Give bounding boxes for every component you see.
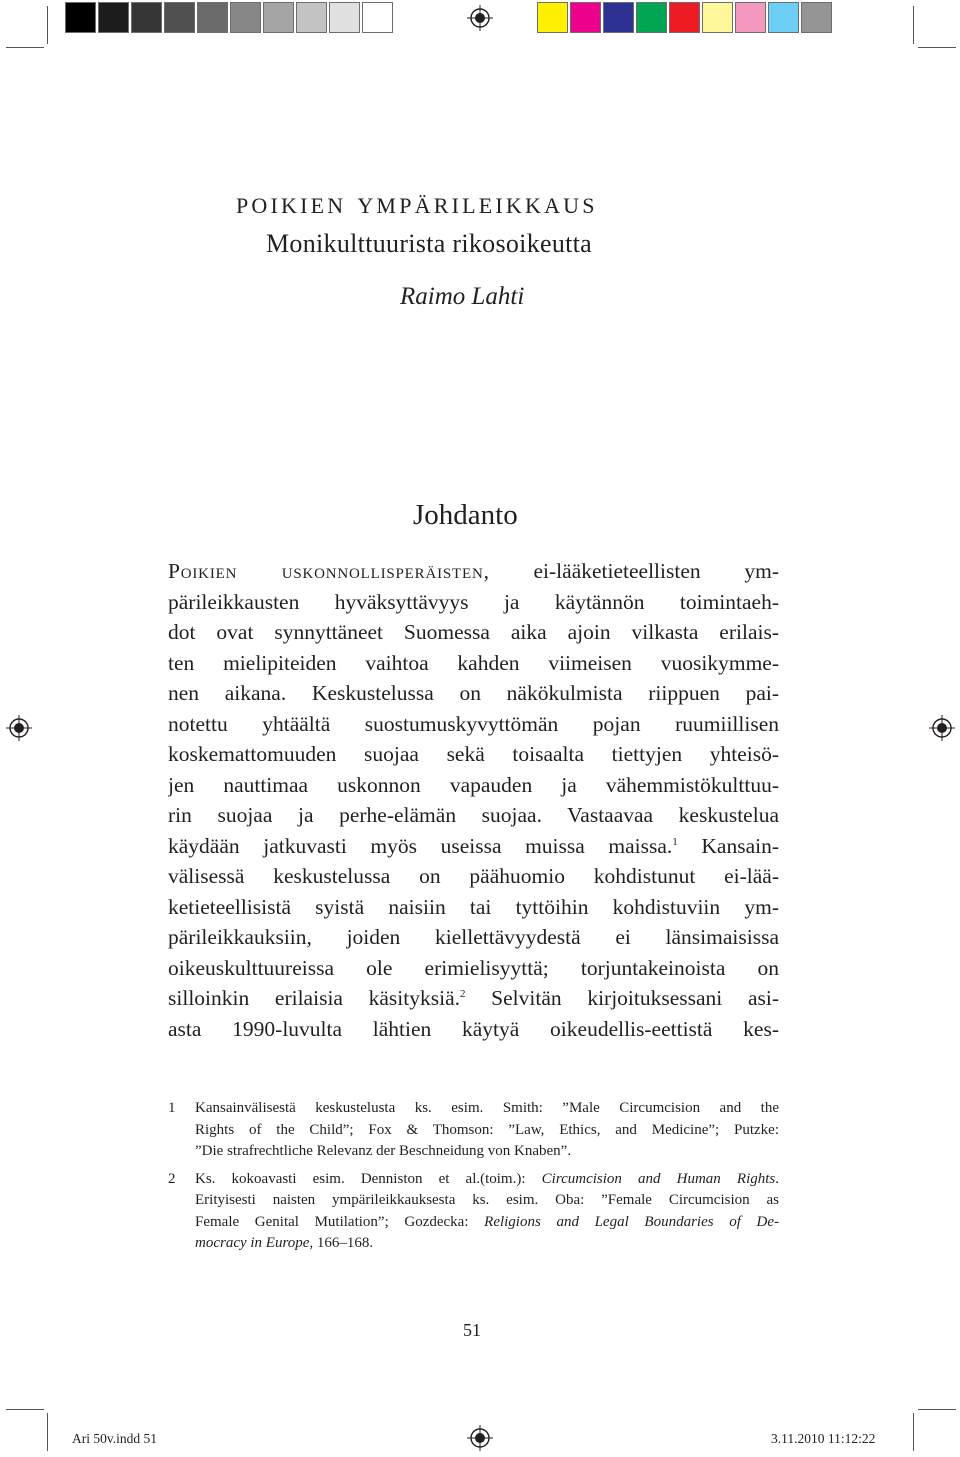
registration-mark-icon bbox=[929, 715, 955, 741]
color-swatch bbox=[801, 2, 832, 33]
book-title: Religions and Legal Boundaries of De- bbox=[484, 1213, 779, 1230]
gray-swatch bbox=[65, 2, 96, 33]
body-line: silloinkin erilaisia käsityksiä.$^2$ Selvitän kirjoituksessani asi- bbox=[168, 986, 779, 1010]
crop-mark bbox=[918, 47, 956, 48]
body-line: dot ovat synnyttäneet Suomessa aika ajoin vilkasta erilais- bbox=[168, 620, 779, 644]
footnote bbox=[168, 1169, 779, 1255]
page-number: 51 bbox=[463, 1320, 481, 1340]
gray-swatch bbox=[164, 2, 195, 33]
body-line: nen aikana. Keskustelussa on näkökulmista riippuen pai- bbox=[168, 681, 779, 705]
body-line: pärileikkauksiin, joiden kiellettävyydestä ei länsimaisissa bbox=[168, 925, 779, 949]
body-line: koskemattomuuden suojaa sekä toisaalta tiettyjen yhteisö- bbox=[168, 742, 779, 766]
body-line: rin suojaa ja perhe-elämän suojaa. Vastaavaa keskustelua bbox=[168, 803, 779, 827]
crop-mark bbox=[6, 47, 44, 48]
body-paragraph bbox=[168, 556, 779, 1044]
gray-swatch bbox=[296, 2, 327, 33]
body-line: notettu yhtäältä suostumuskyvyttömän pojan ruumiillisen bbox=[168, 711, 779, 736]
gray-swatch bbox=[197, 2, 228, 33]
footnote-line: Kansainvälisestä keskustelusta ks. esim. Smith: ”Male Circumcision and the bbox=[195, 1100, 779, 1116]
footnote-line: ”Die strafrechtliche Relevanz der Beschneidung von Knaben”. bbox=[195, 1143, 572, 1159]
footnote-number: 2 bbox=[168, 1170, 176, 1187]
crop-mark bbox=[913, 1413, 914, 1451]
registration-mark-icon bbox=[6, 715, 32, 741]
article-title: poikien ympärileikkaus bbox=[236, 185, 598, 220]
body-line: oikeuskulttuureissa ole erimielisyyttä; torjuntakeinoista on bbox=[168, 955, 779, 980]
article-subtitle: Monikulttuurista rikosoikeutta bbox=[266, 229, 593, 258]
color-control-bar bbox=[537, 2, 834, 34]
body-line: ketieteellisistä syistä naisiin tai tyttöihin kohdistuviin ym- bbox=[168, 894, 779, 919]
crop-mark bbox=[918, 1409, 956, 1410]
section-heading: Johdanto bbox=[413, 499, 518, 531]
color-swatch bbox=[636, 2, 667, 33]
footnote-line: Female Genital Mutilation”; Gozdecka: Religions and Legal Boundaries of De- bbox=[195, 1213, 779, 1230]
color-swatch bbox=[702, 2, 733, 33]
gray-swatch bbox=[98, 2, 129, 33]
footnote-reference[interactable]: 2 bbox=[460, 988, 466, 1000]
body-line: välisessä keskustelussa on päähuomio kohdistunut ei-lää- bbox=[168, 864, 779, 888]
article-author: Raimo Lahti bbox=[400, 283, 525, 310]
footnote-line: Rights of the Child”; Fox & Thomson: ”Law, Ethics, and Medicine”; Putzke: bbox=[195, 1121, 779, 1138]
footnote-line: mocracy in Europe, 166–168. bbox=[195, 1235, 374, 1251]
gray-swatch bbox=[329, 2, 360, 33]
color-swatch bbox=[537, 2, 568, 33]
footnote-line: Ks. kokoavasti esim. Denniston et al.(toim.): Circumcision and Human Rights. bbox=[195, 1170, 779, 1187]
gray-swatch bbox=[131, 2, 162, 33]
gray-swatch bbox=[230, 2, 261, 33]
footnote-number: 1 bbox=[168, 1100, 176, 1116]
footnote-reference[interactable]: 1 bbox=[672, 835, 678, 848]
color-swatch bbox=[735, 2, 766, 33]
body-line: jen nauttimaa uskonnon vapauden ja vähemmistökulttuu- bbox=[168, 772, 779, 797]
slug-file-name: Ari 50v.indd 51 bbox=[72, 1431, 157, 1446]
book-title: mocracy in Europe bbox=[195, 1235, 310, 1251]
gray-swatch bbox=[362, 2, 393, 33]
color-swatch bbox=[570, 2, 601, 33]
crop-mark bbox=[6, 1409, 44, 1410]
book-title: Circumcision and Human Rights bbox=[541, 1170, 776, 1187]
slug-timestamp: 3.11.2010 11:12:22 bbox=[771, 1431, 876, 1446]
body-line: käydään jatkuvasti myös useissa muissa maissa.$^1$ Kansain- bbox=[168, 833, 779, 858]
body-line: pärileikkausten hyväksyttävyys ja käytännön toimintaeh- bbox=[168, 589, 779, 614]
footnote bbox=[168, 1098, 779, 1163]
gray-swatch bbox=[263, 2, 294, 33]
crop-mark bbox=[47, 6, 48, 44]
crop-mark bbox=[913, 6, 914, 44]
registration-mark-icon bbox=[467, 1425, 493, 1451]
gray-control-bar bbox=[65, 2, 395, 34]
footnote-line: Erityisesti naisten ympärileikkauksesta ks. esim. Oba: ”Female Circumcision as bbox=[195, 1192, 779, 1208]
body-line: Poikien uskonnollisperäisten, ei-lääketieteellisten ym- bbox=[168, 559, 779, 583]
body-line: ten mielipiteiden vaihtoa kahden viimeisen vuosikymme- bbox=[168, 650, 779, 675]
color-swatch bbox=[768, 2, 799, 33]
registration-mark-icon bbox=[467, 5, 493, 31]
color-swatch bbox=[669, 2, 700, 33]
color-swatch bbox=[603, 2, 634, 33]
lead-in-small-caps: Poikien uskonnollisperäisten, bbox=[168, 559, 490, 583]
body-line: asta 1990-luvulta lähtien käytyä oikeudellis-eettistä kes- bbox=[168, 1016, 779, 1041]
crop-mark bbox=[47, 1413, 48, 1451]
footnotes bbox=[168, 1098, 779, 1261]
